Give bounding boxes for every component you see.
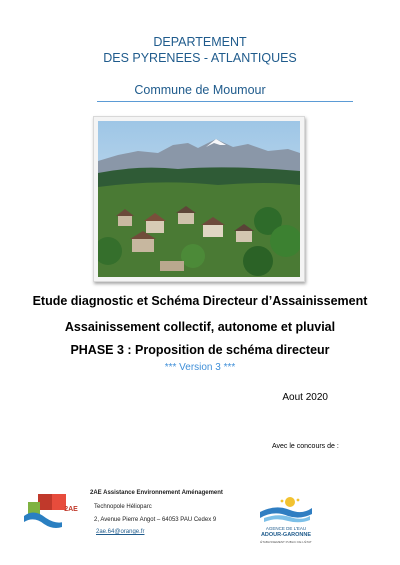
2ae-logo <box>24 494 80 532</box>
department-line1: DEPARTEMENT <box>153 35 247 49</box>
email-link[interactable]: 2ae.64@orange.fr <box>96 529 145 535</box>
header-divider <box>97 101 353 102</box>
department-line2: DES PYRENEES - ATLANTIQUES <box>103 51 297 65</box>
address-line1: Technopole Hélioparc <box>94 504 152 510</box>
study-title: Etude diagnostic et Schéma Directeur d’Assainissement <box>32 294 368 308</box>
agency-line1: AGENCE DE L'EAU <box>265 526 307 531</box>
2ae-logo-text: 2AE <box>64 506 78 513</box>
study-subtitle: Assainissement collectif, autonome et pluvial <box>64 320 336 334</box>
commune-name: Commune de Moumour <box>134 83 266 97</box>
version-label: *** Version 3 *** <box>164 362 236 373</box>
agency-tagline: ÉTABLISSEMENT PUBLIC DE L'ÉTAT <box>260 540 312 544</box>
concours-label: Avec le concours de : <box>272 443 339 450</box>
document-date: Aout 2020 <box>282 392 328 403</box>
address-line2: 2, Avenue Pierre Angot – 64053 PAU Cedex 9 <box>94 517 217 523</box>
org-name: 2AE Assistance Environnement Aménagement <box>90 490 223 496</box>
landscape-photo <box>93 116 305 282</box>
phase-title: PHASE 3 : Proposition de schéma directeur <box>70 343 330 357</box>
agency-line2: ADOUR-GARONNE <box>260 532 312 538</box>
agence-eau-logo <box>256 496 316 550</box>
